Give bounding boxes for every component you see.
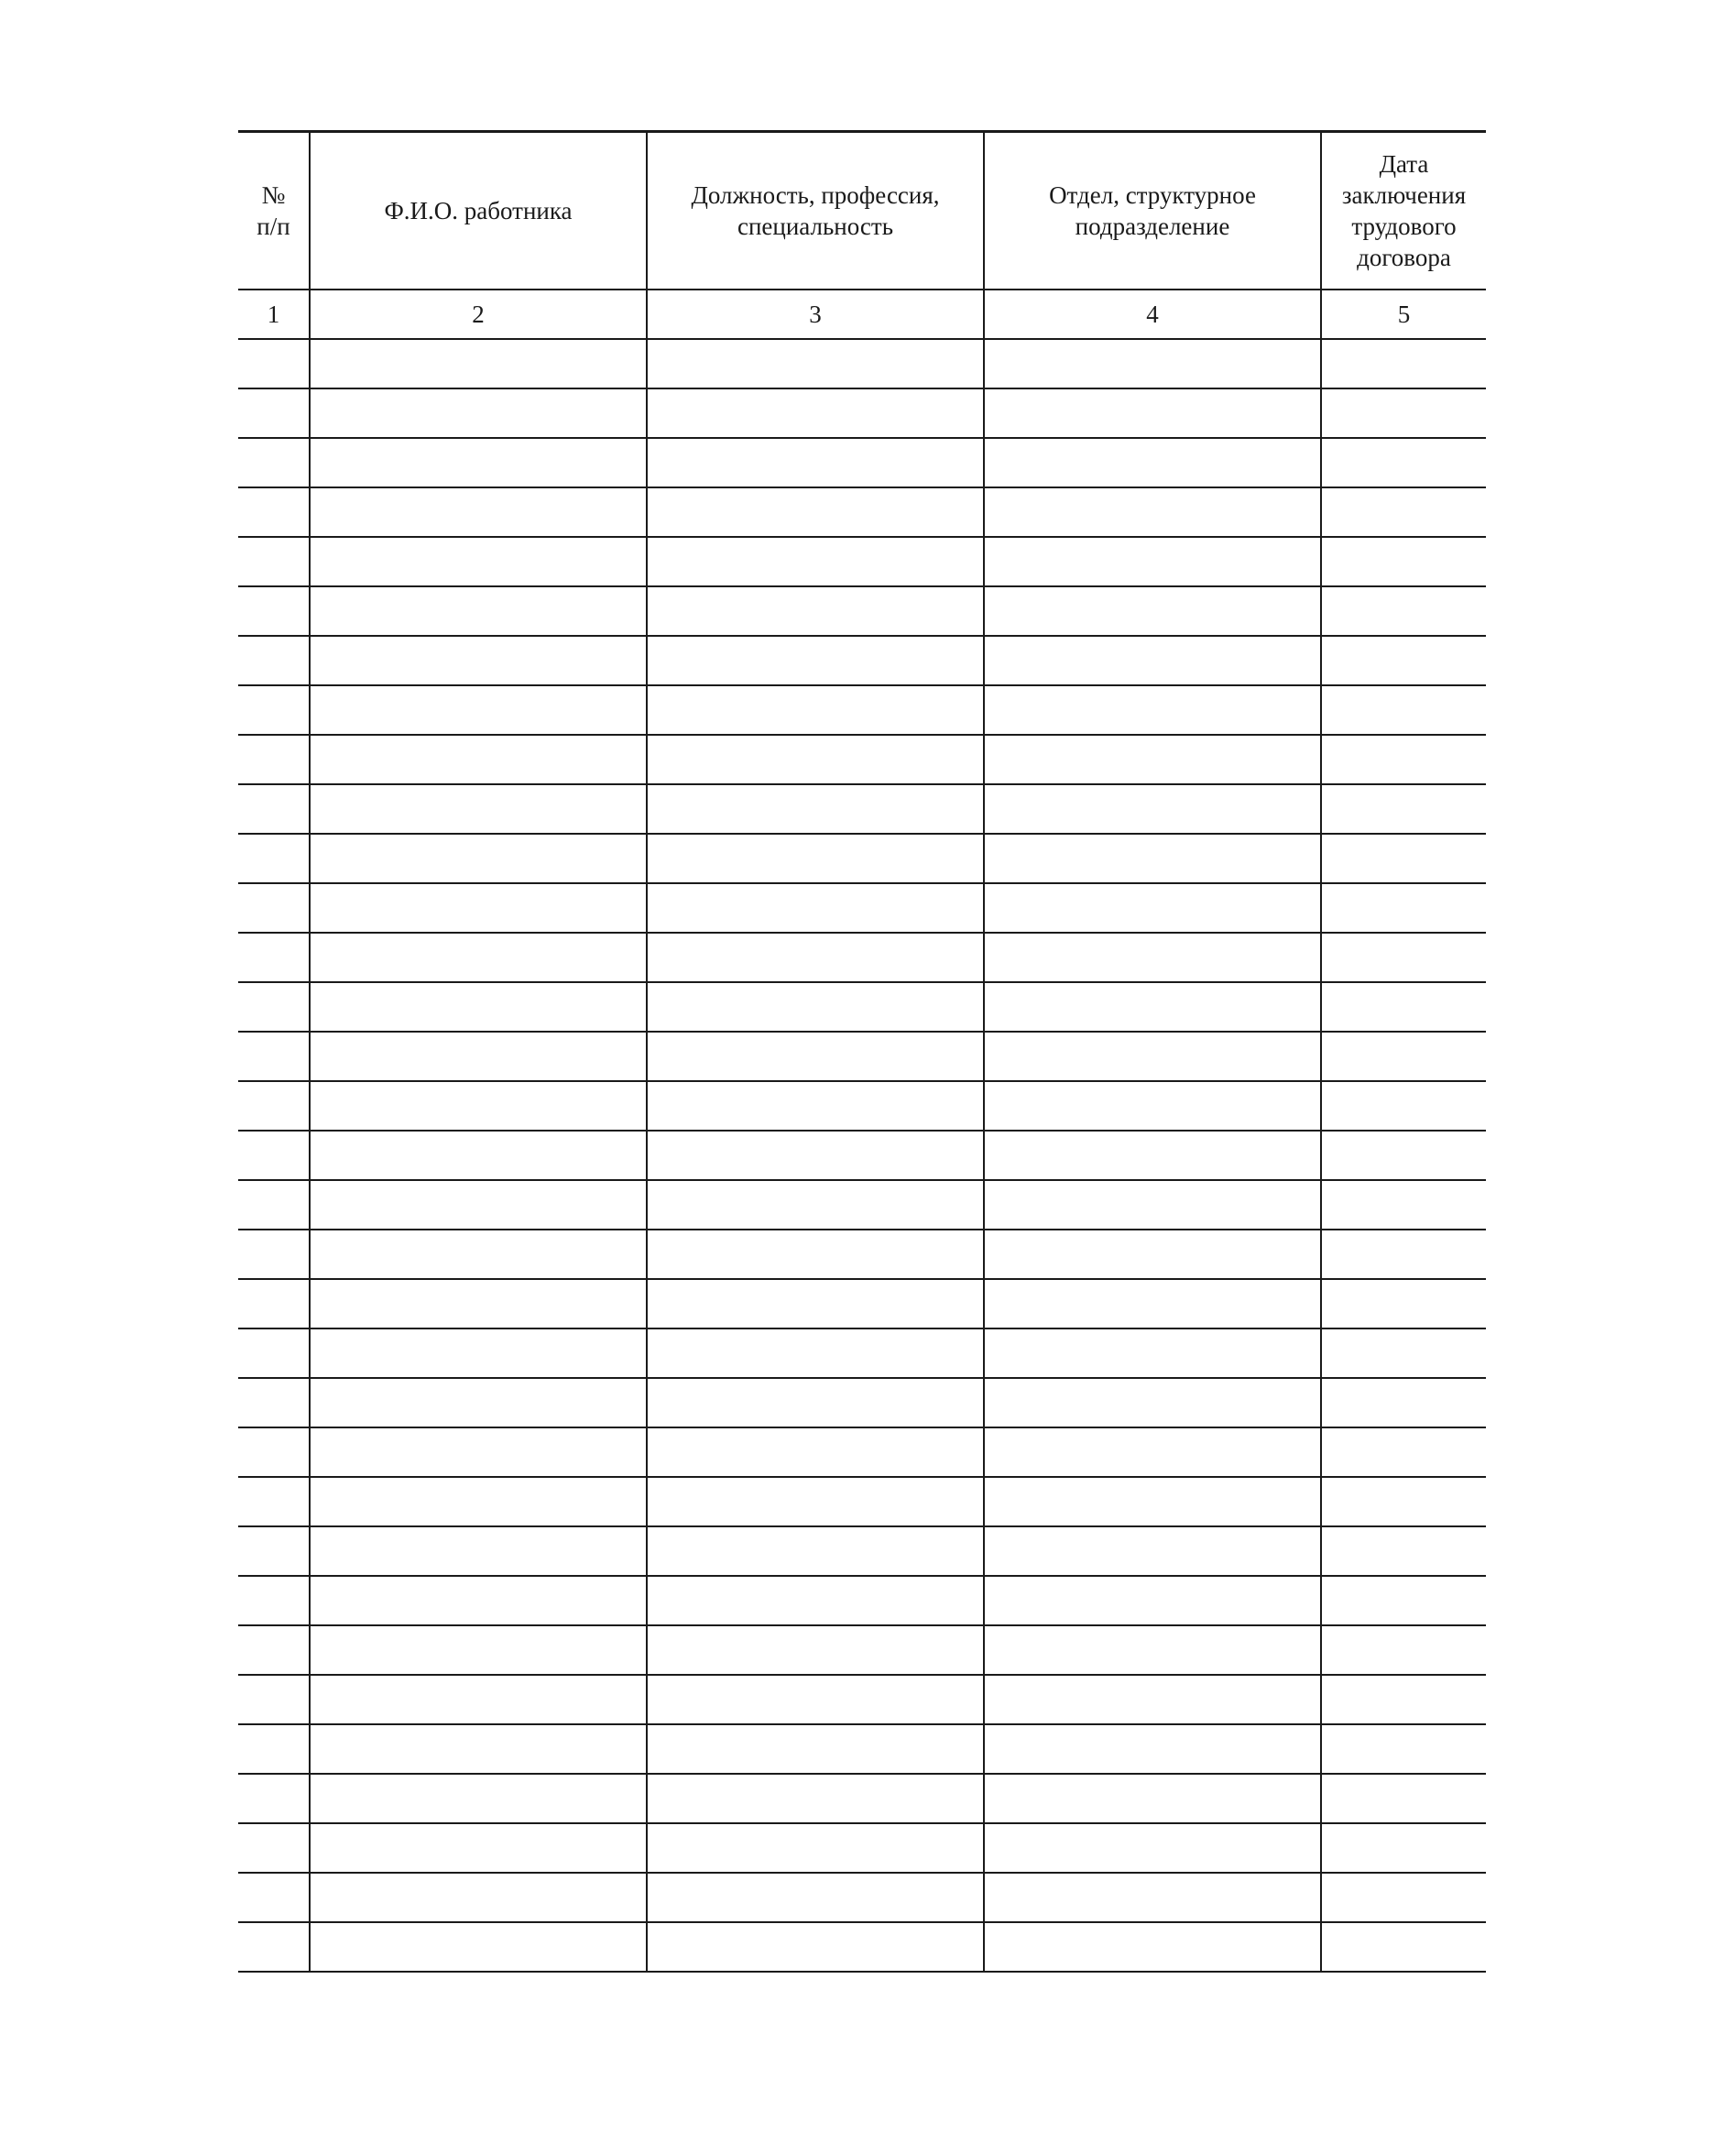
table-cell[interactable]: [1321, 1032, 1486, 1081]
table-cell[interactable]: [1321, 982, 1486, 1032]
table-row: [238, 1922, 1486, 1972]
table-cell[interactable]: [1321, 883, 1486, 933]
table-cell[interactable]: [1321, 1427, 1486, 1477]
table-row: [238, 1477, 1486, 1526]
table-cell[interactable]: [647, 883, 984, 933]
table-cell[interactable]: [1321, 487, 1486, 537]
table-cell[interactable]: [647, 1477, 984, 1526]
table-cell[interactable]: [310, 933, 647, 982]
table-cell[interactable]: [1321, 1477, 1486, 1526]
column-number-3: 3: [647, 290, 984, 339]
table-cell[interactable]: [984, 1873, 1321, 1922]
table-cell[interactable]: [984, 1724, 1321, 1774]
table-row: [238, 1625, 1486, 1675]
table-cell[interactable]: [984, 883, 1321, 933]
table-cell[interactable]: [1321, 735, 1486, 784]
table-cell[interactable]: [1321, 1675, 1486, 1724]
table-row: [238, 1378, 1486, 1427]
table-cell[interactable]: [647, 1131, 984, 1180]
table-cell[interactable]: [647, 1625, 984, 1675]
table-cell[interactable]: [238, 1427, 310, 1477]
table-cell[interactable]: [984, 487, 1321, 537]
table-cell[interactable]: [984, 933, 1321, 982]
table-cell[interactable]: [310, 982, 647, 1032]
table-cell[interactable]: [984, 1131, 1321, 1180]
table-row: [238, 1032, 1486, 1081]
table-cell[interactable]: [647, 1823, 984, 1873]
table-cell[interactable]: [1321, 636, 1486, 685]
table-cell[interactable]: [984, 1081, 1321, 1131]
table-cell[interactable]: [238, 735, 310, 784]
table-cell[interactable]: [238, 1922, 310, 1972]
table-cell[interactable]: [1321, 1922, 1486, 1972]
table-cell[interactable]: [984, 1526, 1321, 1576]
table-row: [238, 685, 1486, 735]
table-cell[interactable]: [238, 1873, 310, 1922]
table-cell[interactable]: [984, 388, 1321, 438]
column-number-row: [238, 290, 1486, 339]
table-cell[interactable]: [238, 982, 310, 1032]
table-cell[interactable]: [310, 883, 647, 933]
table-row: [238, 1675, 1486, 1724]
table-cell[interactable]: [1321, 784, 1486, 834]
table-cell[interactable]: [238, 1180, 310, 1230]
table-row: [238, 1774, 1486, 1823]
table-cell[interactable]: [647, 388, 984, 438]
table-cell[interactable]: [1321, 1378, 1486, 1427]
table-cell[interactable]: [647, 1427, 984, 1477]
table-cell[interactable]: [310, 735, 647, 784]
table-cell[interactable]: [1321, 1081, 1486, 1131]
table-cell[interactable]: [310, 537, 647, 586]
table-row: [238, 438, 1486, 487]
table-cell[interactable]: [238, 1576, 310, 1625]
table-cell[interactable]: [647, 537, 984, 586]
table-cell[interactable]: [310, 834, 647, 883]
table-cell[interactable]: [1321, 388, 1486, 438]
table-cell[interactable]: [310, 1922, 647, 1972]
table-cell[interactable]: [310, 1823, 647, 1873]
table-cell[interactable]: [310, 339, 647, 388]
table-cell[interactable]: [1321, 586, 1486, 636]
table-cell[interactable]: [647, 1576, 984, 1625]
table-row: [238, 487, 1486, 537]
table-cell[interactable]: [984, 1032, 1321, 1081]
table-cell[interactable]: [238, 636, 310, 685]
table-cell[interactable]: [238, 1774, 310, 1823]
table-cell[interactable]: [647, 685, 984, 735]
table-row: [238, 1576, 1486, 1625]
header-position: Должность, профессия, специальность: [647, 132, 984, 290]
table-cell[interactable]: [984, 1774, 1321, 1823]
table-cell[interactable]: [310, 586, 647, 636]
table-cell[interactable]: [984, 1576, 1321, 1625]
table-cell[interactable]: [310, 1774, 647, 1823]
table-cell[interactable]: [1321, 1774, 1486, 1823]
table-cell[interactable]: [238, 784, 310, 834]
table-cell[interactable]: [238, 1625, 310, 1675]
table-cell[interactable]: [647, 982, 984, 1032]
table-row: [238, 1180, 1486, 1230]
table-row: [238, 1873, 1486, 1922]
table-cell[interactable]: [1321, 1823, 1486, 1873]
table-cell[interactable]: [310, 1230, 647, 1279]
table-cell[interactable]: [238, 685, 310, 735]
table-cell[interactable]: [647, 586, 984, 636]
table-row: [238, 1724, 1486, 1774]
table-cell[interactable]: [238, 438, 310, 487]
table-cell[interactable]: [1321, 1328, 1486, 1378]
table-cell[interactable]: [238, 1526, 310, 1576]
table-cell[interactable]: [238, 1081, 310, 1131]
table-cell[interactable]: [647, 1230, 984, 1279]
table-cell[interactable]: [647, 1032, 984, 1081]
table-cell[interactable]: [310, 1526, 647, 1576]
table-cell[interactable]: [647, 735, 984, 784]
table-cell[interactable]: [984, 685, 1321, 735]
table-row: [238, 735, 1486, 784]
header-full-name: Ф.И.О. работника: [310, 132, 647, 290]
table-cell[interactable]: [238, 1378, 310, 1427]
table-row: [238, 1131, 1486, 1180]
table-cell[interactable]: [984, 1378, 1321, 1427]
table-row: [238, 834, 1486, 883]
header-department: Отдел, структурное подразделение: [984, 132, 1321, 290]
table-cell[interactable]: [238, 1032, 310, 1081]
table-cell[interactable]: [1321, 1279, 1486, 1328]
table-cell[interactable]: [984, 1230, 1321, 1279]
table-cell[interactable]: [238, 1675, 310, 1724]
table-cell[interactable]: [984, 1180, 1321, 1230]
table-cell[interactable]: [647, 636, 984, 685]
table-row: [238, 1823, 1486, 1873]
table-cell[interactable]: [647, 438, 984, 487]
table-cell[interactable]: [1321, 537, 1486, 586]
table-cell[interactable]: [984, 1625, 1321, 1675]
table-row: [238, 784, 1486, 834]
table-header-row: [238, 132, 1486, 290]
table-cell[interactable]: [1321, 1526, 1486, 1576]
table-row: [238, 388, 1486, 438]
table-cell[interactable]: [984, 1279, 1321, 1328]
table-cell[interactable]: [310, 1477, 647, 1526]
table-cell[interactable]: [310, 487, 647, 537]
header-contract-date: Дата заключения трудового договора: [1321, 132, 1486, 290]
table-row: [238, 1230, 1486, 1279]
table-cell[interactable]: [647, 1873, 984, 1922]
table-cell[interactable]: [1321, 685, 1486, 735]
table-row: [238, 1081, 1486, 1131]
table-cell[interactable]: [647, 1180, 984, 1230]
table-cell[interactable]: [984, 1477, 1321, 1526]
table-cell[interactable]: [984, 1328, 1321, 1378]
table-cell[interactable]: [310, 1131, 647, 1180]
table-cell[interactable]: [310, 388, 647, 438]
table-cell[interactable]: [238, 487, 310, 537]
table-cell[interactable]: [238, 1279, 310, 1328]
table-cell[interactable]: [238, 883, 310, 933]
column-number-5: 5: [1321, 290, 1486, 339]
table-cell[interactable]: [310, 636, 647, 685]
table-row: [238, 883, 1486, 933]
table-cell[interactable]: [310, 1576, 647, 1625]
table-cell[interactable]: [647, 1378, 984, 1427]
table-cell[interactable]: [647, 339, 984, 388]
table-cell[interactable]: [1321, 1180, 1486, 1230]
table-cell[interactable]: [647, 1328, 984, 1378]
table-cell[interactable]: [1321, 1873, 1486, 1922]
table-cell[interactable]: [310, 1328, 647, 1378]
table-cell[interactable]: [238, 1477, 310, 1526]
table-cell[interactable]: [1321, 339, 1486, 388]
table-cell[interactable]: [238, 1131, 310, 1180]
table-cell[interactable]: [310, 1427, 647, 1477]
table-cell[interactable]: [310, 438, 647, 487]
table-row: [238, 636, 1486, 685]
table-cell[interactable]: [238, 586, 310, 636]
table-cell[interactable]: [984, 784, 1321, 834]
table-cell[interactable]: [984, 982, 1321, 1032]
table-row: [238, 1526, 1486, 1576]
table-cell[interactable]: [310, 1081, 647, 1131]
table-row: [238, 1328, 1486, 1378]
table-row: [238, 982, 1486, 1032]
table-cell[interactable]: [984, 1427, 1321, 1477]
table-cell[interactable]: [647, 1526, 984, 1576]
table-body: [238, 339, 1486, 1972]
table-cell[interactable]: [238, 1724, 310, 1774]
table-cell[interactable]: [238, 339, 310, 388]
table-cell[interactable]: [310, 1625, 647, 1675]
table-cell[interactable]: [310, 1675, 647, 1724]
header-number: № п/п: [238, 132, 310, 290]
table-cell[interactable]: [1321, 1625, 1486, 1675]
table-cell[interactable]: [984, 1823, 1321, 1873]
table-cell[interactable]: [647, 784, 984, 834]
table-row: [238, 1427, 1486, 1477]
table-cell[interactable]: [984, 735, 1321, 784]
table-cell[interactable]: [238, 537, 310, 586]
table-cell[interactable]: [238, 933, 310, 982]
table-cell[interactable]: [310, 685, 647, 735]
table-cell[interactable]: [238, 1328, 310, 1378]
table-cell[interactable]: [647, 933, 984, 982]
table-cell[interactable]: [310, 1378, 647, 1427]
table-row: [238, 537, 1486, 586]
table-cell[interactable]: [310, 1180, 647, 1230]
table-cell[interactable]: [310, 1873, 647, 1922]
table-cell[interactable]: [984, 636, 1321, 685]
table-cell[interactable]: [238, 834, 310, 883]
table-cell[interactable]: [310, 784, 647, 834]
table-cell[interactable]: [984, 537, 1321, 586]
table-cell[interactable]: [647, 1081, 984, 1131]
table-cell[interactable]: [1321, 1230, 1486, 1279]
table-cell[interactable]: [1321, 1131, 1486, 1180]
table-cell[interactable]: [984, 1922, 1321, 1972]
table-cell[interactable]: [647, 1774, 984, 1823]
table-cell[interactable]: [647, 1724, 984, 1774]
column-number-2: 2: [310, 290, 647, 339]
employee-register-table: [238, 130, 1486, 1973]
table-cell[interactable]: [1321, 834, 1486, 883]
table-cell[interactable]: [647, 487, 984, 537]
column-number-1: 1: [238, 290, 310, 339]
table-row: [238, 339, 1486, 388]
table-cell[interactable]: [984, 834, 1321, 883]
table-cell[interactable]: [647, 1922, 984, 1972]
table-cell[interactable]: [647, 1279, 984, 1328]
table-cell[interactable]: [984, 339, 1321, 388]
column-number-4: 4: [984, 290, 1321, 339]
table-cell[interactable]: [647, 834, 984, 883]
table-cell[interactable]: [1321, 1724, 1486, 1774]
table-row: [238, 586, 1486, 636]
table-cell[interactable]: [984, 1675, 1321, 1724]
table-cell[interactable]: [1321, 933, 1486, 982]
table-cell[interactable]: [1321, 1576, 1486, 1625]
table-cell[interactable]: [238, 1230, 310, 1279]
table-row: [238, 933, 1486, 982]
table-cell[interactable]: [238, 1823, 310, 1873]
table-cell[interactable]: [984, 438, 1321, 487]
table-cell[interactable]: [984, 586, 1321, 636]
table-cell[interactable]: [310, 1032, 647, 1081]
table-cell[interactable]: [1321, 438, 1486, 487]
table-row: [238, 1279, 1486, 1328]
table-cell[interactable]: [238, 388, 310, 438]
table-cell[interactable]: [310, 1279, 647, 1328]
table-cell[interactable]: [647, 1675, 984, 1724]
table-cell[interactable]: [310, 1724, 647, 1774]
